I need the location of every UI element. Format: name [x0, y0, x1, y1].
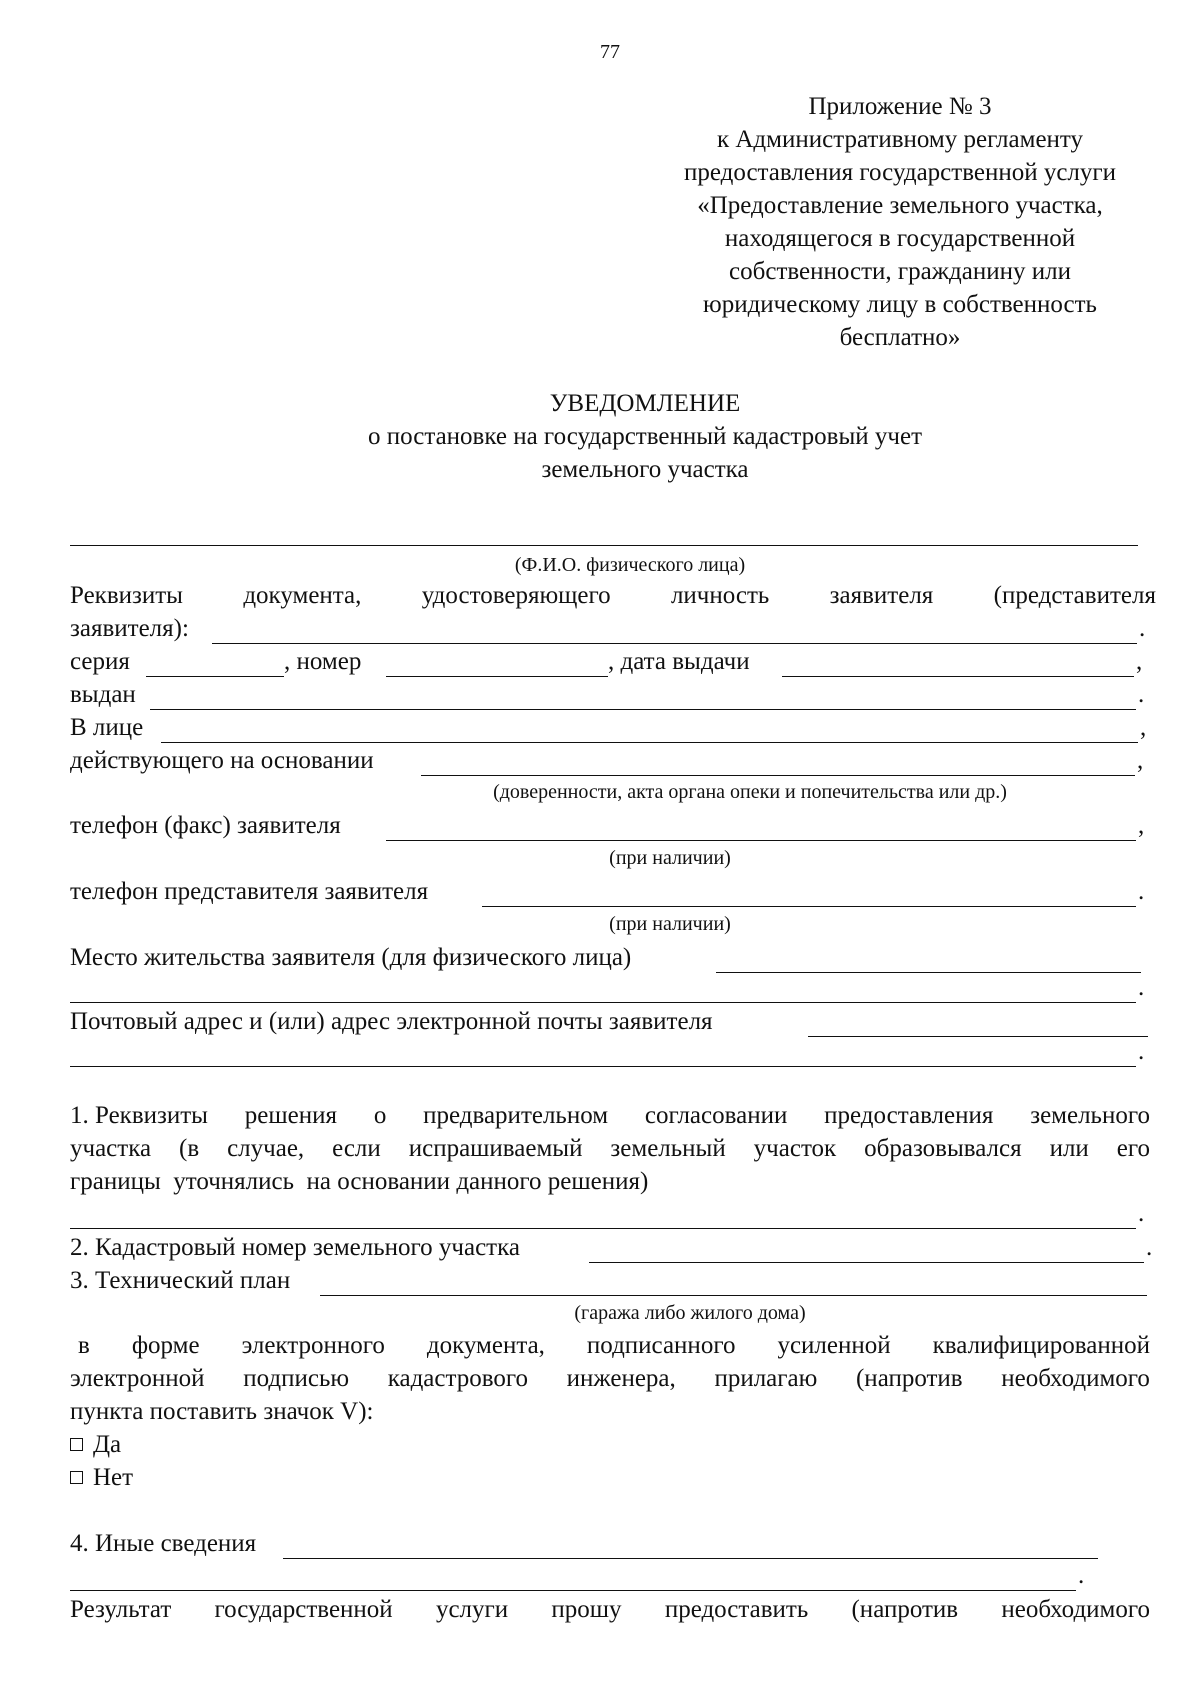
fio-caption: (Ф.И.О. физического лица) — [514, 554, 746, 576]
word: земельный — [610, 1135, 726, 1162]
number-label: , номер — [284, 648, 362, 675]
checkbox-yes[interactable] — [70, 1438, 83, 1451]
postal-field-line[interactable] — [808, 1036, 1148, 1037]
word: инженера, — [566, 1365, 676, 1392]
word: подписью — [243, 1365, 350, 1392]
number-field-line[interactable] — [386, 676, 608, 677]
word: прилагаю — [714, 1365, 818, 1392]
option-no-label: Нет — [93, 1464, 134, 1491]
word: кадастрового — [387, 1365, 528, 1392]
document-subtitle: земельного участка — [541, 456, 749, 483]
page-number: 77 — [600, 41, 620, 63]
phone-applicant-field-line[interactable] — [386, 840, 1136, 841]
in-person-label: В лице — [70, 714, 144, 741]
period: . — [1139, 615, 1146, 642]
word: предварительном — [423, 1102, 609, 1129]
word: Результат — [70, 1596, 172, 1623]
comma: , — [1140, 714, 1147, 741]
phone-rep-label: телефон представителя заявителя — [70, 878, 429, 905]
technical-plan-field-line[interactable] — [320, 1295, 1147, 1296]
word: предоставления — [824, 1102, 994, 1129]
document-subtitle: о постановке на государственный кадастровый учет — [367, 423, 922, 450]
section1-field-line[interactable] — [70, 1228, 1136, 1229]
if-any-caption: (при наличии) — [609, 913, 731, 935]
series-label: серия — [70, 648, 130, 675]
word: форме — [131, 1332, 200, 1359]
word: услуги — [435, 1596, 509, 1623]
issue-date-label: , дата выдачи — [608, 648, 750, 675]
acting-on-field-line[interactable] — [421, 775, 1135, 776]
word: (представителя — [993, 582, 1156, 609]
section3-label: 3. Технический план — [70, 1267, 291, 1294]
other-info-field-line-2[interactable] — [70, 1590, 1076, 1591]
postal-field-line-2[interactable] — [70, 1066, 1136, 1067]
word: государственной — [214, 1596, 393, 1623]
appendix-line: к Административному регламенту — [716, 126, 1084, 153]
appendix-line: предоставления государственной услуги — [683, 159, 1117, 186]
appendix-line: «Предоставление земельного участка, — [697, 192, 1103, 219]
word: квалифицированной — [932, 1332, 1150, 1359]
in-person-field-line[interactable] — [161, 742, 1138, 743]
residence-field-line[interactable] — [716, 972, 1141, 973]
period: . — [1138, 681, 1145, 708]
word: необходимого — [1001, 1365, 1150, 1392]
option-yes[interactable] — [70, 1430, 121, 1460]
word: документа, — [426, 1332, 545, 1359]
word: образовывался — [864, 1135, 1022, 1162]
section3-line — [70, 1364, 1150, 1394]
requisites-line — [70, 581, 1156, 611]
section2-label: 2. Кадастровый номер земельного участка — [70, 1234, 520, 1261]
word: электронной — [70, 1365, 205, 1392]
option-no[interactable] — [70, 1463, 133, 1493]
section1-line — [70, 1101, 1150, 1131]
word: участка — [70, 1135, 152, 1162]
word: заявителя — [829, 582, 934, 609]
period: . — [1138, 878, 1145, 905]
word: прошу — [551, 1596, 622, 1623]
residence-label: Место жительства заявителя (для физического лица) — [70, 944, 632, 971]
issued-by-field-line[interactable] — [150, 709, 1136, 710]
word: если — [332, 1135, 381, 1162]
section4-label: 4. Иные сведения — [70, 1530, 257, 1557]
other-info-field-line[interactable] — [283, 1558, 1098, 1559]
acting-on-label: действующего на основании — [70, 747, 374, 774]
word: (в — [179, 1135, 200, 1162]
cadastral-number-field-line[interactable] — [589, 1262, 1144, 1263]
word: его — [1116, 1135, 1150, 1162]
acting-on-caption: (доверенности, акта органа опеки и попечительства или др.) — [493, 781, 1007, 803]
word: необходимого — [1001, 1596, 1150, 1623]
checkbox-no[interactable] — [70, 1471, 83, 1484]
option-yes-label: Да — [93, 1431, 122, 1458]
word: испрашиваемый — [408, 1135, 583, 1162]
phone-applicant-label: телефон (факс) заявителя — [70, 812, 341, 839]
period: . — [1138, 974, 1145, 1001]
comma: , — [1136, 648, 1143, 675]
word: о — [373, 1102, 387, 1129]
period: . — [1138, 1200, 1145, 1227]
word: личность — [670, 582, 770, 609]
residence-field-line-2[interactable] — [70, 1002, 1136, 1003]
word: земельного — [1030, 1102, 1150, 1129]
fio-field-line[interactable] — [70, 545, 1138, 546]
word: Реквизиты — [70, 582, 183, 609]
requisites-field-line[interactable] — [212, 643, 1137, 644]
period: . — [1146, 1234, 1153, 1261]
word: в — [78, 1332, 90, 1359]
requisites-cont-label: заявителя): — [70, 615, 189, 642]
word: (напротив — [855, 1365, 963, 1392]
word: (напротив — [851, 1596, 959, 1623]
appendix-line: бесплатно» — [839, 324, 961, 351]
word: согласовании — [644, 1102, 788, 1129]
appendix-line: находящегося в государственной — [724, 225, 1076, 252]
issued-by-label: выдан — [70, 681, 136, 708]
if-any-caption: (при наличии) — [609, 847, 731, 869]
appendix-line: Приложение № 3 — [808, 93, 992, 120]
word: усиленной — [777, 1332, 891, 1359]
postal-label: Почтовый адрес и (или) адрес электронной почты заявителя — [70, 1008, 713, 1035]
word: документа, — [243, 582, 362, 609]
phone-rep-field-line[interactable] — [482, 906, 1136, 907]
document-title: УВЕДОМЛЕНИЕ — [549, 390, 741, 417]
comma: , — [1138, 812, 1145, 839]
word: 1. Реквизиты — [70, 1102, 208, 1129]
result-line — [70, 1595, 1150, 1625]
word: удостоверяющего — [421, 582, 611, 609]
word: решения — [244, 1102, 337, 1129]
section1-line — [70, 1134, 1150, 1164]
appendix-line: юридическому лицу в собственность — [703, 291, 1097, 318]
comma: , — [1137, 747, 1144, 774]
period: . — [1138, 1038, 1145, 1065]
issue-date-field-line[interactable] — [782, 676, 1134, 677]
section1-line: границы уточнялись на основании данного решения) — [70, 1168, 649, 1195]
appendix-line: собственности, гражданину или — [729, 258, 1071, 285]
period: . — [1078, 1562, 1085, 1589]
word: участок — [753, 1135, 837, 1162]
section3-line — [78, 1331, 1150, 1361]
word: или — [1049, 1135, 1089, 1162]
word: предоставить — [664, 1596, 809, 1623]
word: случае, — [227, 1135, 305, 1162]
word: подписанного — [586, 1332, 736, 1359]
word: электронного — [241, 1332, 385, 1359]
section3-line: пункта поставить значок V): — [70, 1398, 374, 1425]
technical-plan-caption: (гаража либо жилого дома) — [574, 1302, 806, 1324]
series-field-line[interactable] — [146, 676, 284, 677]
